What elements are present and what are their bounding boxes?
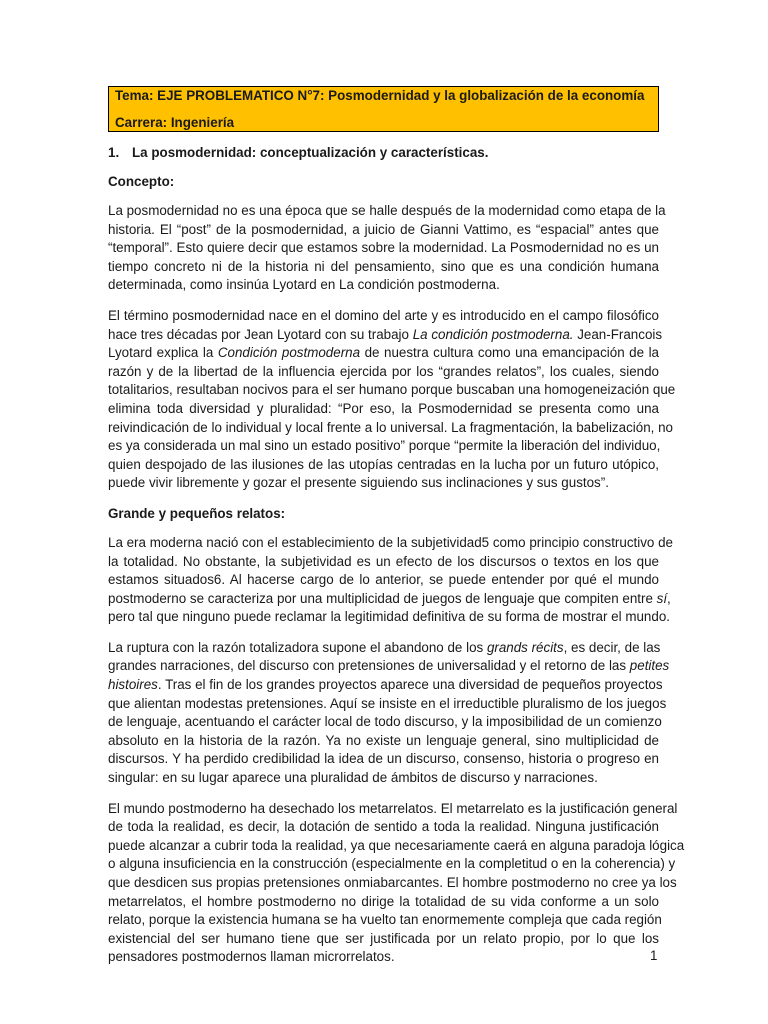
relatos-paragraph-3 — [108, 800, 685, 967]
text-line: pensadores postmodernos llaman microrrelatos. — [108, 949, 395, 965]
concepto-paragraph-2 — [108, 307, 676, 493]
section-title — [108, 144, 659, 161]
text-line: absoluto en la historia de la razón. Ya no existe un lenguaje general, sino multiplicidad de — [108, 732, 659, 748]
text-line: es ya considerada un mal sino un estado positivo” porque “permite la liberación del individuo, — [108, 438, 661, 454]
document-page — [108, 86, 685, 967]
text-line: discursos. Y ha perdido credibilidad la idea de un discurso, consenso, historia o progreso en — [108, 751, 659, 767]
text-line: determinada, como insinúa Lyotard en La condición postmoderna. — [108, 277, 500, 293]
text-line: de lenguaje, acentuando el carácter local de todo discurso, y la imposibilidad de un comienzo — [108, 714, 662, 730]
text-line: histoires. Tras el fin de los grandes proyectos aparece una diversidad de pequeños proyectos — [108, 677, 663, 693]
text-line: reivindicación de lo individual y local frente a lo universal. La fragmentación, la babelización, no — [108, 419, 673, 435]
text-line: de toda la realidad, es decir, la dotación de sentido a toda la realidad. Ninguna justificación — [108, 819, 659, 835]
text-line: la totalidad. No obstante, la subjetividad es un efecto de los discursos o textos en los que — [108, 553, 659, 569]
text-line: razón y de la libertad de la influencia ejercida por los “grandes relatos”, los cuales, siendo — [108, 363, 659, 379]
relatos-heading: Grande y pequeños relatos: — [108, 505, 286, 521]
text-line: La ruptura con la razón totalizadora supone el abandono de los grands récits, es decir, de las — [108, 639, 661, 655]
text-line: hace tres décadas por Jean Lyotard con su trabajo La condición postmoderna. Jean-Francois — [108, 326, 663, 342]
text-line: singular: en su lugar aparece una pluralidad de ámbitos de discurso y narraciones. — [108, 770, 598, 786]
text-line: elimina toda diversidad y pluralidad: “Por eso, la Posmodernidad se presenta como una — [108, 400, 659, 416]
concepto-paragraph-1 — [108, 202, 666, 295]
text-line: quien despojado de las ilusiones de las utopías centradas en la lucha por un futuro utópico, — [108, 456, 659, 472]
text-line: La posmodernidad no es una época que se halle después de la modernidad como etapa de la — [108, 203, 666, 218]
tema-heading: Tema: EJE PROBLEMATICO N°7: Posmodernidad y la globalización de la economía — [115, 88, 645, 103]
concepto-heading: Concepto: — [108, 174, 175, 189]
text-line: El término posmodernidad nace en el domino del arte y es introducido en el campo filosófico — [108, 307, 659, 323]
text-line: tiempo concreto ni de la historia ni del pensamiento, sino que es una condición humana — [108, 258, 659, 274]
text-line: “temporal”. Esto quiere decir que estamos sobre la modernidad. La Posmodernidad no es un — [108, 240, 659, 256]
text-line: metarrelatos, el hombre postmoderno no dirige la totalidad de su vida conforme a un solo — [108, 893, 659, 909]
text-line: puede vivir libremente y gozar el presente siguiendo sus inclinaciones y sus gustos”. — [108, 475, 609, 491]
section-number: 1. — [108, 145, 120, 160]
book-title: La condición postmoderna. — [412, 326, 574, 342]
text-line: El mundo postmoderno ha desechado los metarrelatos. El metarrelato es la justificación general — [108, 800, 678, 816]
text-line: La era moderna nació con el establecimiento de la subjetividad5 como principio constructivo de — [108, 534, 673, 550]
text-line: postmoderno se caracteriza por una multiplicidad de juegos de lenguaje que compiten entre sí, — [108, 590, 671, 606]
relatos-paragraph-2 — [108, 639, 670, 788]
text-line: o alguna insuficiencia en la construcción (especialmente en la completitud o en la coherencia) y — [108, 856, 676, 872]
section-title-text: La posmodernidad: conceptualización y características. — [132, 145, 489, 160]
text-line: historia. El “post” de la posmodernidad, a juicio de Gianni Vattimo, es “espacial” antes que — [108, 221, 659, 237]
topic-header-box — [108, 86, 659, 132]
text-line: pero tal que ninguno puede reclamar la legitimidad definitiva de su forma de mostrar el mundo. — [108, 609, 670, 625]
text-line: que desdicen sus propias pretensiones onmiabarcantes. El hombre postmoderno no cree ya los — [108, 875, 677, 890]
text-line: que alientan modestas pretensiones. Aquí se insiste en el irreductible pluralismo de los juegos — [108, 695, 667, 711]
book-title: Condición postmoderna — [217, 345, 361, 361]
carrera-heading: Carrera: Ingeniería — [115, 115, 235, 130]
text-line: relato, porque la existencia humana se ha vuelto tan enormemente compleja que cada región — [108, 912, 662, 928]
page-number: 1 — [650, 948, 658, 963]
text-line: grandes narraciones, del discurso con pretensiones de universalidad y el retorno de las petites — [108, 658, 670, 674]
relatos-paragraph-1 — [108, 534, 673, 627]
text-line: totalitarios, resultaban nocivos para el ser humano porque buscaban una homogeneización que — [108, 382, 676, 398]
text-line: estamos situados6. Al hacerse cargo de lo anterior, se puede entender por qué el mundo — [108, 572, 659, 588]
text-line: puede alcanzar a cubrir toda la realidad, ya que necesariamente caerá en alguna paradoja lógica — [108, 837, 685, 853]
text-line: Lyotard explica la Condición postmoderna de nuestra cultura como una emancipación de la — [108, 345, 659, 361]
text-line: existencial del ser humano tiene que ser justificada por un relato propio, por lo que los — [108, 930, 659, 946]
